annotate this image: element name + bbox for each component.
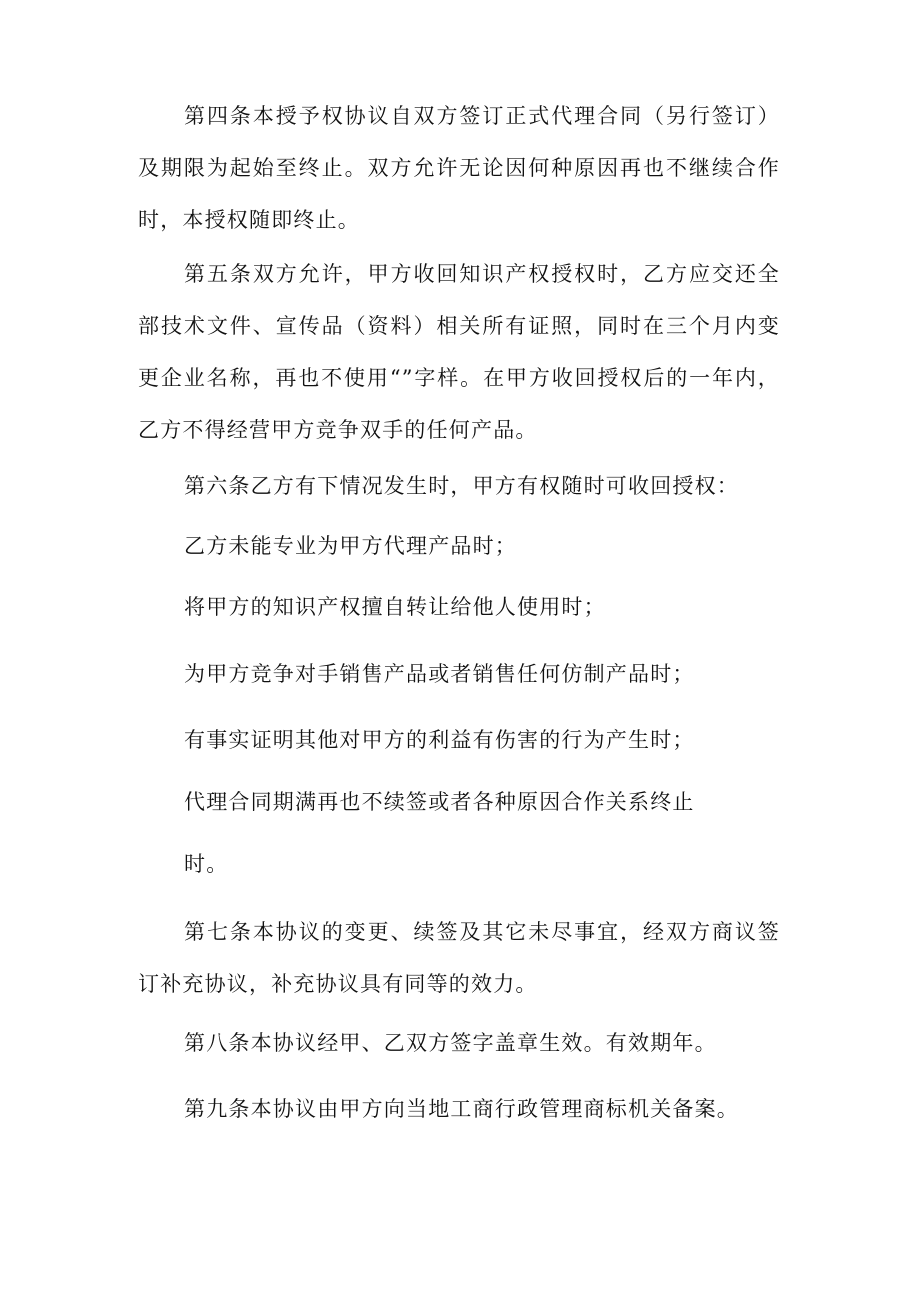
clause-8-paragraph: 第八条本协议经甲、乙双方签字盖章生效。有效期年。 [184, 1031, 717, 1055]
clause-6-paragraph: 第六条乙方有下情况发生时，甲方有权随时可收回授权： [184, 474, 739, 498]
clause-4-paragraph: 第四条本授予权协议自双方签订正式代理合同（另行签订）及期限为起始至终止。双方允许无论因何种原因再也不继续合作时，本授权随即终止。 [138, 104, 780, 232]
clause-6-item-5: 代理合同期满再也不续签或者各种原因合作关系终止 [184, 790, 695, 814]
clause-6-item-2: 将甲方的知识产权擅自转让给他人使用时； [184, 595, 606, 619]
clause-6-item-3: 为甲方竞争对手销售产品或者销售任何仿制产品时； [184, 662, 695, 686]
clause-7-paragraph: 第七条本协议的变更、续签及其它未尽事宜，经双方商议签订补充协议，补充协议具有同等的效力。 [138, 920, 780, 996]
clause-6-item-5-continuation: 时。 [184, 852, 229, 876]
clause-6-item-1: 乙方未能专业为甲方代理产品时； [184, 534, 517, 558]
clause-9-paragraph: 第九条本协议由甲方向当地工商行政管理商标机关备案。 [184, 1097, 739, 1121]
clause-5-paragraph: 第五条双方允许，甲方收回知识产权授权时，乙方应交还全部技术文件、宣传品（资料）相关所有证照，同时在三个月内变更企业名称，再也不使用“”字样。在甲方收回授权后的一年内，乙方不得经营甲方竞争双手的任何产品。 [138, 262, 780, 442]
clause-6-item-4: 有事实证明其他对甲方的利益有伤害的行为产生时； [184, 728, 695, 752]
